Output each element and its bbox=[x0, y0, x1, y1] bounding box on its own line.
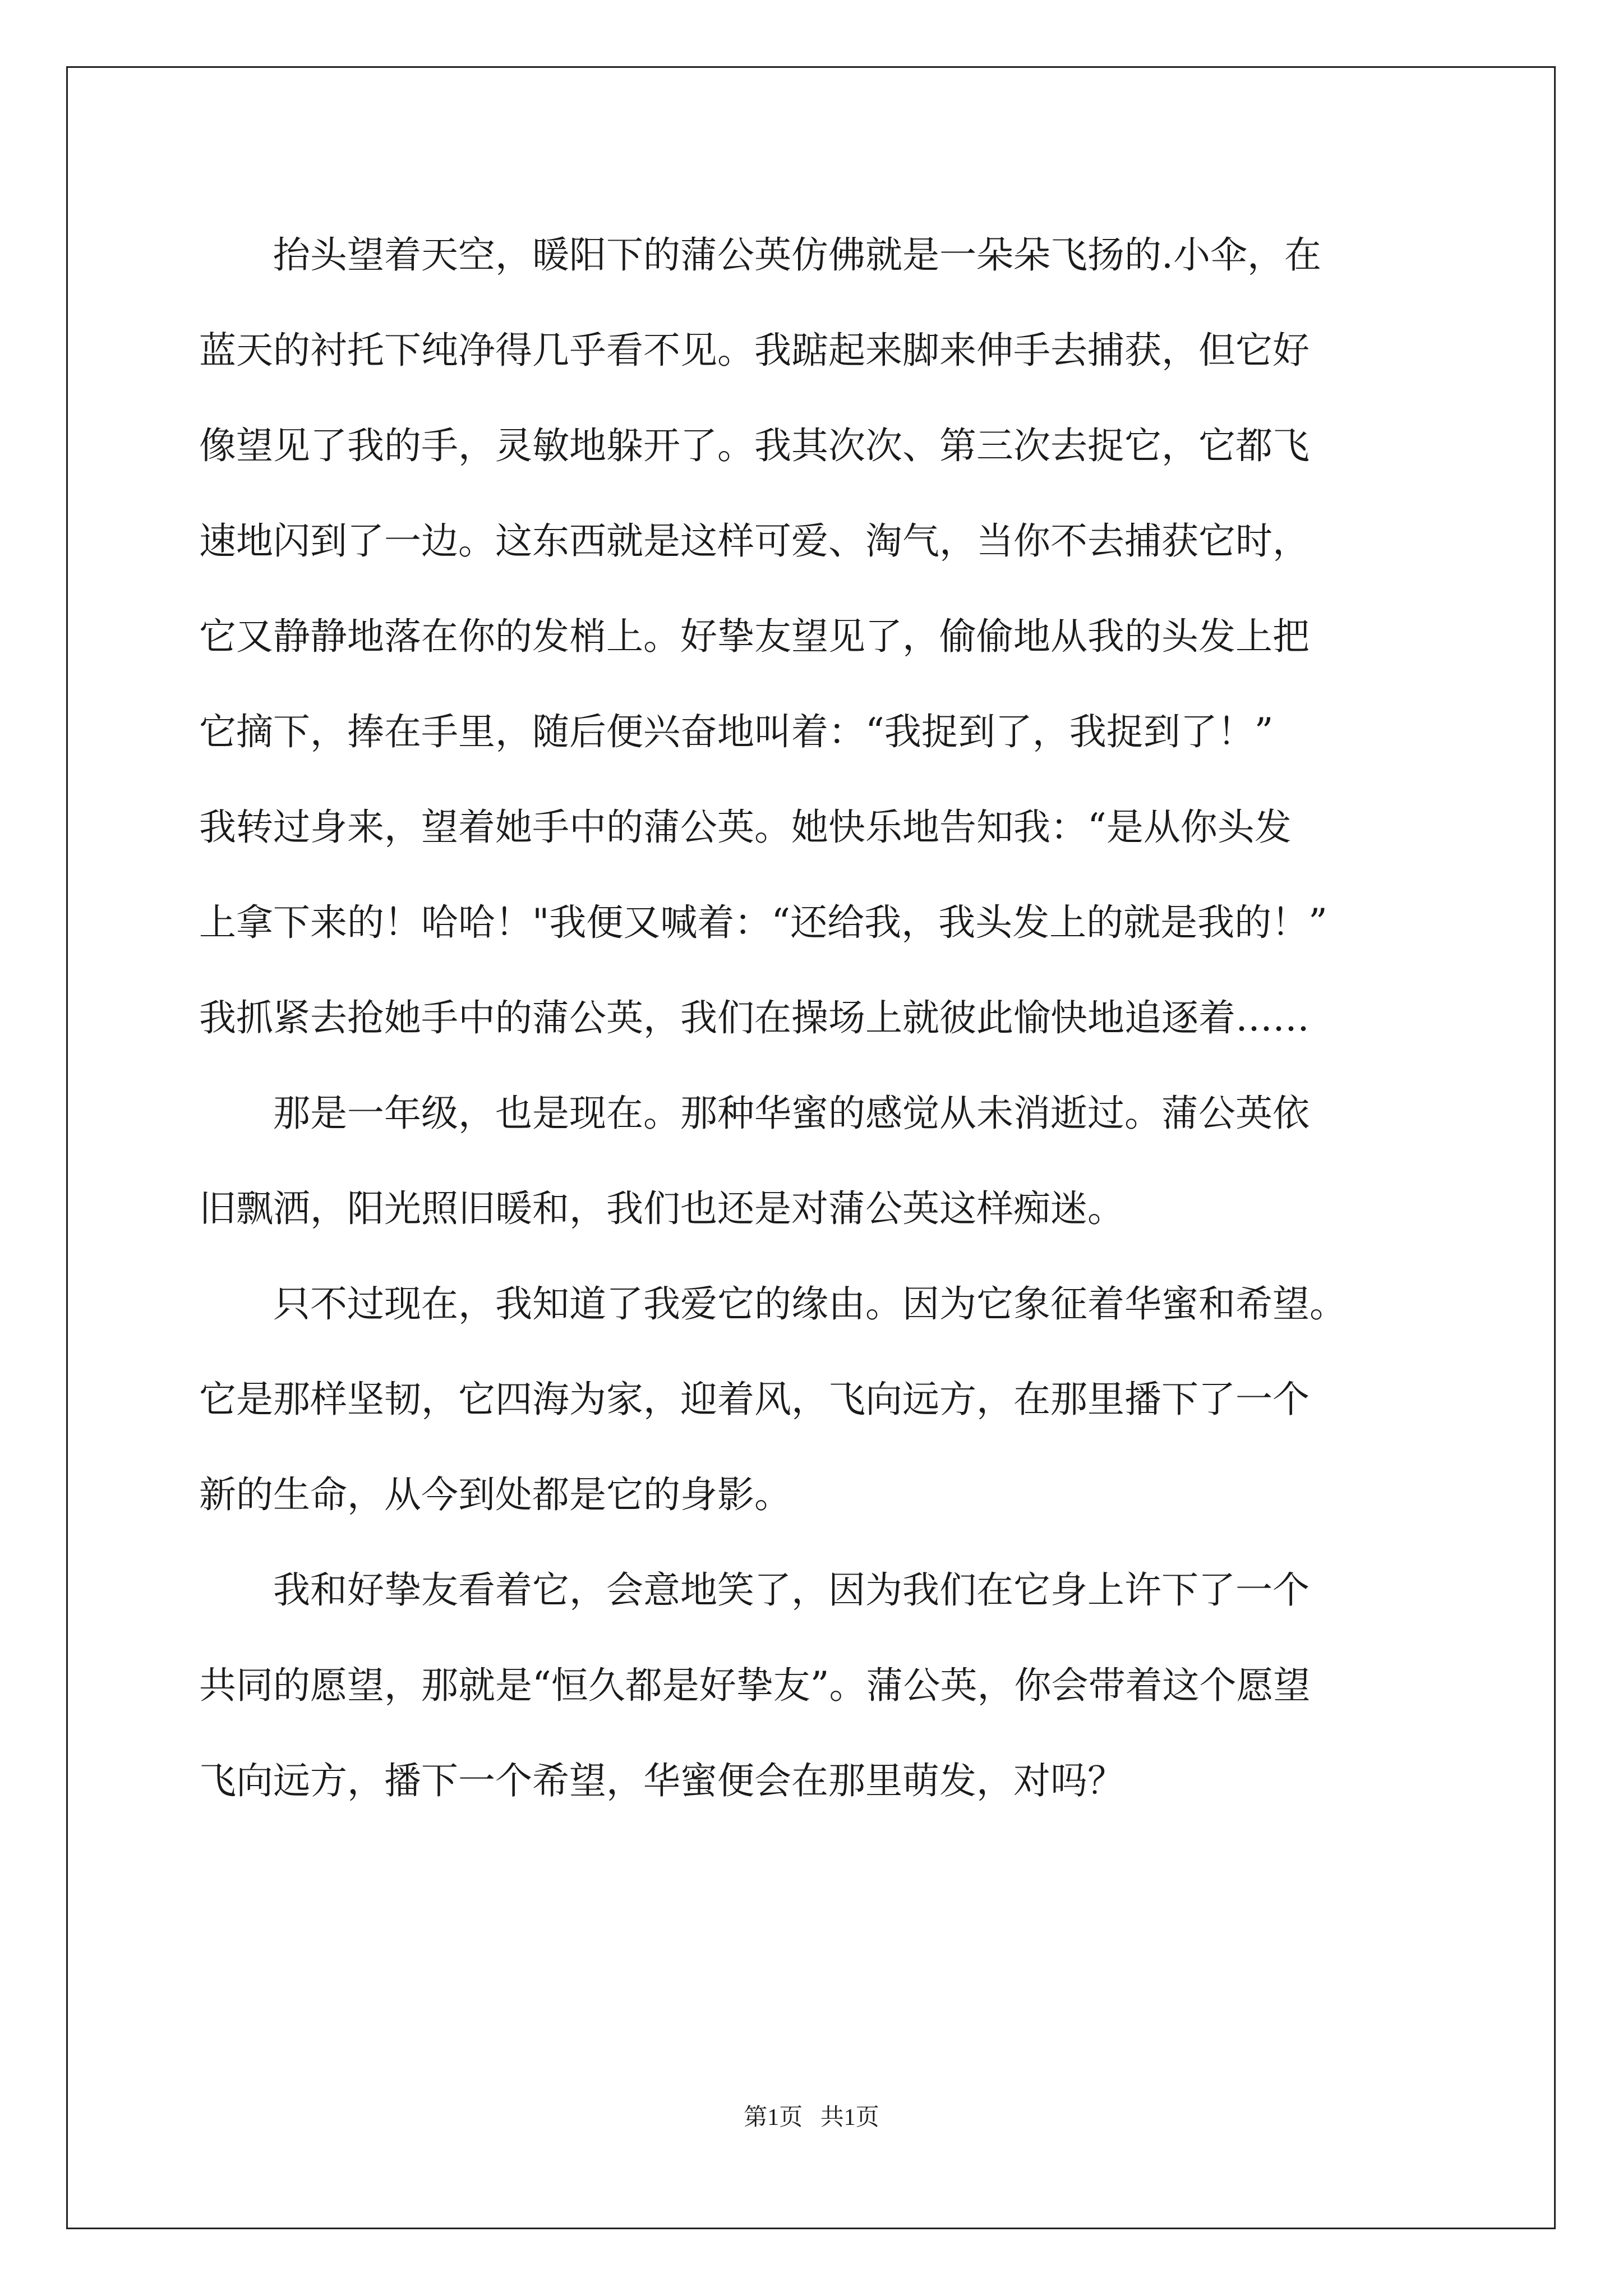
text-line: 我和好挚友看着它，会意地笑了，因为我们在它身上许下了一个 bbox=[199, 1568, 1310, 1612]
article-body bbox=[199, 208, 1433, 1829]
text-line: 蓝天的衬托下纯净得几乎看不见。我踮起来脚来伸手去捕获，但它好 bbox=[199, 329, 1310, 372]
page-footer: 第1页 共1页 bbox=[744, 2105, 879, 2131]
text-line: 它是那样坚韧，它四海为家，迎着风，飞向远方，在那里播下了一个 bbox=[199, 1378, 1310, 1421]
text-line: 抬头望着天空，暖阳下的蒲公英仿佛就是一朵朵飞扬的.小伞，在 bbox=[199, 233, 1321, 277]
text-line: 只不过现在，我知道了我爱它的缘由。因为它象征着华蜜和希望。 bbox=[199, 1282, 1347, 1326]
text-line: 它摘下，捧在手里，随后便兴奋地叫着：“我捉到了，我捉到了！” bbox=[199, 710, 1274, 753]
text-line: 旧飘洒，阳光照旧暖和，我们也还是对蒲公英这样痴迷。 bbox=[199, 1187, 1124, 1230]
text-line: 它又静静地落在你的发梢上。好挚友望见了，偷偷地从我的头发上把 bbox=[199, 615, 1310, 658]
text-line: 新的生命，从今到处都是它的身影。 bbox=[199, 1473, 791, 1516]
text-line: 上拿下来的！哈哈！"我便又喊着：“还给我，我头发上的就是我的！” bbox=[199, 901, 1327, 944]
text-line: 共同的愿望，那就是“恒久都是好挚友”。蒲公英，你会带着这个愿望 bbox=[199, 1664, 1311, 1707]
text-line: 飞向远方，播下一个希望，华蜜便会在那里萌发，对吗？ bbox=[199, 1759, 1124, 1802]
text-line: 我转过身来，望着她手中的蒲公英。她快乐地告知我：“是从你头发 bbox=[199, 806, 1292, 849]
text-line: 速地闪到了一边。这东西就是这样可爱、淘气，当你不去捕获它时， bbox=[199, 519, 1310, 563]
text-line: 像望见了我的手，灵敏地躲开了。我其次次、第三次去捉它，它都飞 bbox=[199, 424, 1310, 467]
text-line: 那是一年级，也是现在。那种华蜜的感觉从未消逝过。蒲公英依 bbox=[199, 1092, 1310, 1135]
text-line: 我抓紧去抢她手中的蒲公英，我们在操场上就彼此愉快地追逐着…… bbox=[199, 996, 1310, 1039]
